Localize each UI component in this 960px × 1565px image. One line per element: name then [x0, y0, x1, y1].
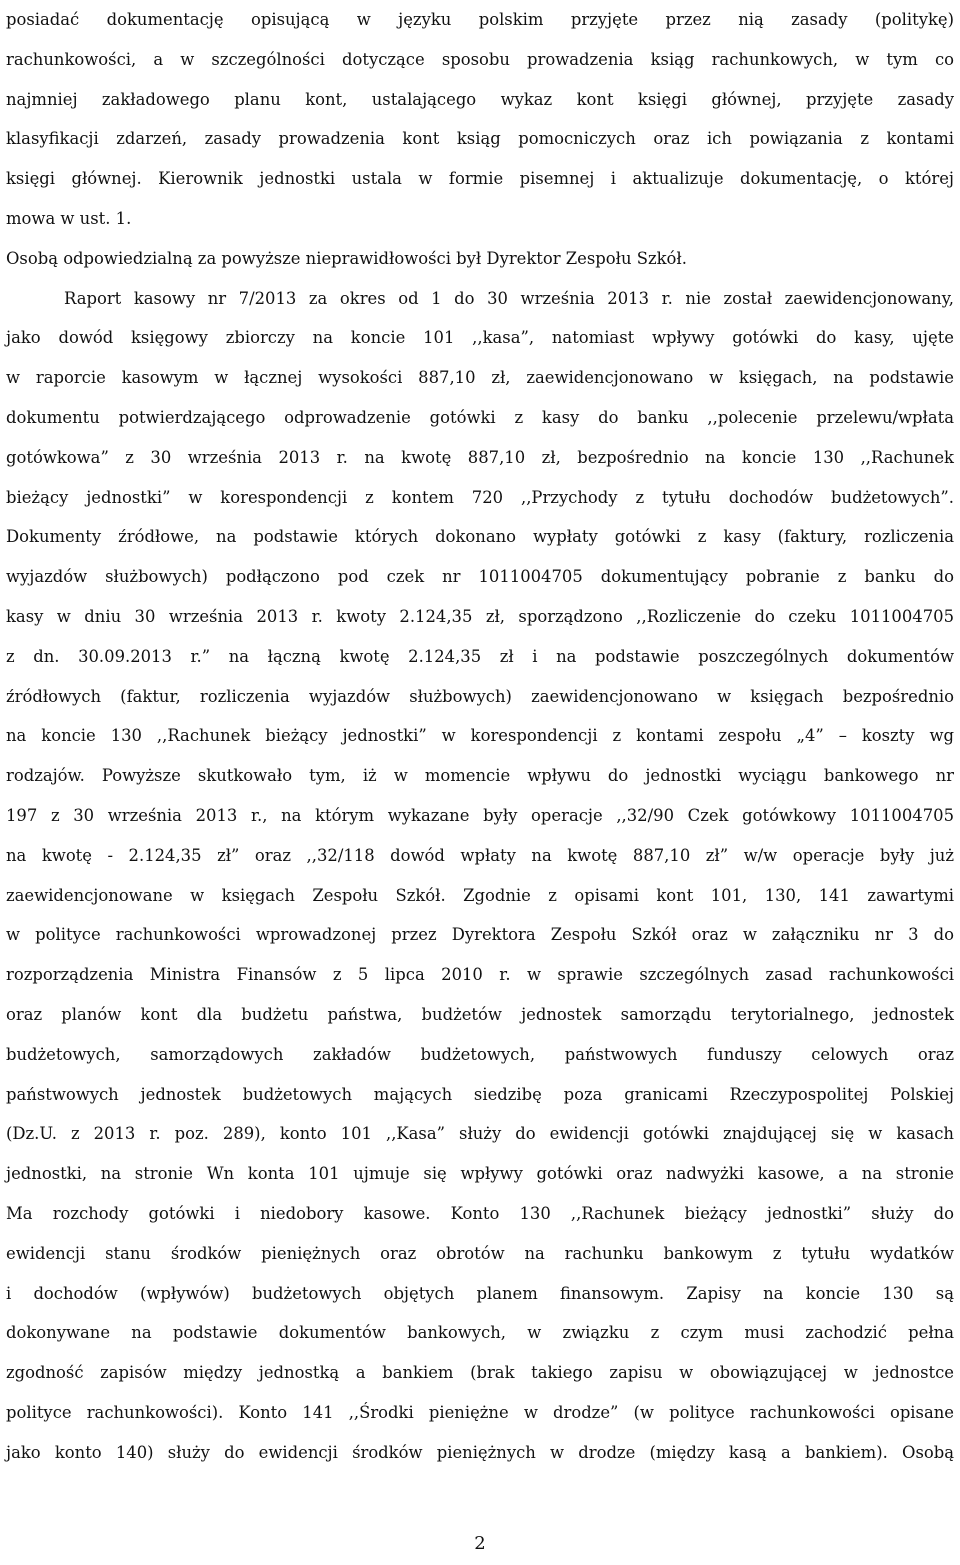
text-line: posiadać dokumentację opisującą w języku polskim przyjęte przez nią zasady (politykę)	[6, 10, 954, 29]
text-line: rozporządzenia Ministra Finansów z 5 lipca 2010 r. w sprawie szczególnych zasad rachunkowości	[6, 965, 954, 985]
text-line: Ma rozchody gotówki i niedobory kasowe. Konto 130 ,,Rachunek bieżący jednostki” służy do	[6, 1203, 954, 1223]
text-line: polityce rachunkowości). Konto 141 ,,Środki pieniężne w drodze” (w polityce rachunkowości opisane	[6, 1402, 954, 1422]
text-line: Raport kasowy nr 7/2013 za okres od 1 do 30 września 2013 r. nie został zaewidencjonowany,	[64, 288, 954, 308]
text-line: ewidencji stanu środków pieniężnych oraz obrotów na rachunku bankowym z tytułu wydatków	[6, 1243, 954, 1263]
text-line: najmniej zakładowego planu kont, ustalającego wykaz kont księgi głównej, przyjęte zasady	[6, 89, 954, 109]
text-line: państwowych jednostek budżetowych mających siedzibę poza granicami Rzeczypospolitej Polskiej	[6, 1084, 954, 1104]
text-line: kasy w dniu 30 września 2013 r. kwoty 2.124,35 zł, sporządzono ,,Rozliczenie do czeku 1011004705	[6, 606, 954, 626]
text-line: klasyfikacji zdarzeń, zasady prowadzenia kont ksiąg pomocniczych oraz ich powiązania z kontami	[6, 129, 954, 149]
text-line: dokonywane na podstawie dokumentów bankowych, w związku z czym musi zachodzić pełna	[6, 1323, 954, 1343]
text-line: bieżący jednostki” w korespondencji z kontem 720 ,,Przychody z tytułu dochodów budżetowych”.	[6, 487, 954, 507]
text-line: 197 z 30 września 2013 r., na którym wykazane były operacje ,,32/90 Czek gotówkowy 1011004705	[6, 805, 954, 825]
text-line: i dochodów (wpływów) budżetowych objętych planem finansowym. Zapisy na koncie 130 są	[6, 1283, 954, 1303]
text-line: księgi głównej. Kierownik jednostki ustala w formie pisemnej i aktualizuje dokumentację, o której	[6, 169, 954, 189]
paragraph-accounting-policy	[6, 0, 954, 239]
text-line: dokumentu potwierdzającego odprowadzenie gotówki z kasy do banku ,,polecenie przelewu/wpłata	[6, 407, 954, 427]
text-line: (Dz.U. z 2013 r. poz. 289), konto 101 ,,Kasa” służy do ewidencji gotówki znajdującej się w kasach	[6, 1124, 954, 1144]
text-line: zaewidencjonowane w księgach Zespołu Szkół. Zgodnie z opisami kont 101, 130, 141 zawartymi	[6, 885, 954, 905]
text-line: rodzajów. Powyższe skutkowało tym, iż w momencie wpływu do jednostki wyciągu bankowego nr	[6, 766, 954, 786]
text-line: zgodność zapisów między jednostką a bankiem (brak takiego zapisu w obowiązującej w jednostce	[6, 1363, 954, 1383]
text-line: z dn. 30.09.2013 r.” na łączną kwotę 2.124,35 zł i na podstawie poszczególnych dokumentów	[6, 646, 954, 666]
text-line: jako dowód księgowy zbiorczy na koncie 101 ,,kasa”, natomiast wpływy gotówki do kasy, ujęte	[6, 328, 954, 348]
text-line: rachunkowości, a w szczególności dotyczące sposobu prowadzenia ksiąg rachunkowych, w tym co	[6, 49, 954, 69]
text-line: na kwotę - 2.124,35 zł” oraz ,,32/118 dowód wpłaty na kwotę 887,10 zł” w/w operacje były już	[6, 845, 954, 865]
text-line: gotówkowa” z 30 września 2013 r. na kwotę 887,10 zł, bezpośrednio na koncie 130 ,,Rachunek	[6, 447, 954, 467]
text-line: mowa w ust. 1.	[6, 208, 132, 228]
text-line: Dokumenty źródłowe, na podstawie których dokonano wypłaty gotówki z kasy (faktury, rozliczenia	[6, 527, 954, 547]
text-line: oraz planów kont dla budżetu państwa, budżetów jednostek samorządu terytorialnego, jednostek	[6, 1004, 954, 1024]
text-line: Osobą odpowiedzialną za powyższe nieprawidłowości był Dyrektor Zespołu Szkół.	[6, 248, 687, 268]
text-line: budżetowych, samorządowych zakładów budżetowych, państwowych funduszy celowych oraz	[6, 1044, 954, 1064]
text-line: w polityce rachunkowości wprowadzonej przez Dyrektora Zespołu Szkół oraz w załączniku nr 3 do	[6, 925, 954, 945]
document-body	[6, 0, 954, 1472]
text-line: jednostki, na stronie Wn konta 101 ujmuje się wpływy gotówki oraz nadwyżki kasowe, a na stronie	[6, 1164, 954, 1184]
text-line: na koncie 130 ,,Rachunek bieżący jednostki” w korespondencji z kontami zespołu „4” – koszty wg	[6, 726, 954, 746]
text-line: wyjazdów służbowych) podłączono pod czek nr 1011004705 dokumentujący pobranie z banku do	[6, 567, 954, 587]
paragraph-cash-report	[6, 279, 954, 1473]
page-number: 2	[474, 1533, 486, 1554]
text-line: w raporcie kasowym w łącznej wysokości 887,10 zł, zaewidencjonowano w księgach, na podstawie	[6, 368, 954, 388]
paragraph-responsible-person	[6, 239, 954, 279]
text-line: źródłowych (faktur, rozliczenia wyjazdów służbowych) zaewidencjonowano w księgach bezpośrednio	[6, 686, 954, 706]
text-line: jako konto 140) służy do ewidencji środków pieniężnych w drodze (między kasą a bankiem). Osobą	[6, 1442, 954, 1462]
